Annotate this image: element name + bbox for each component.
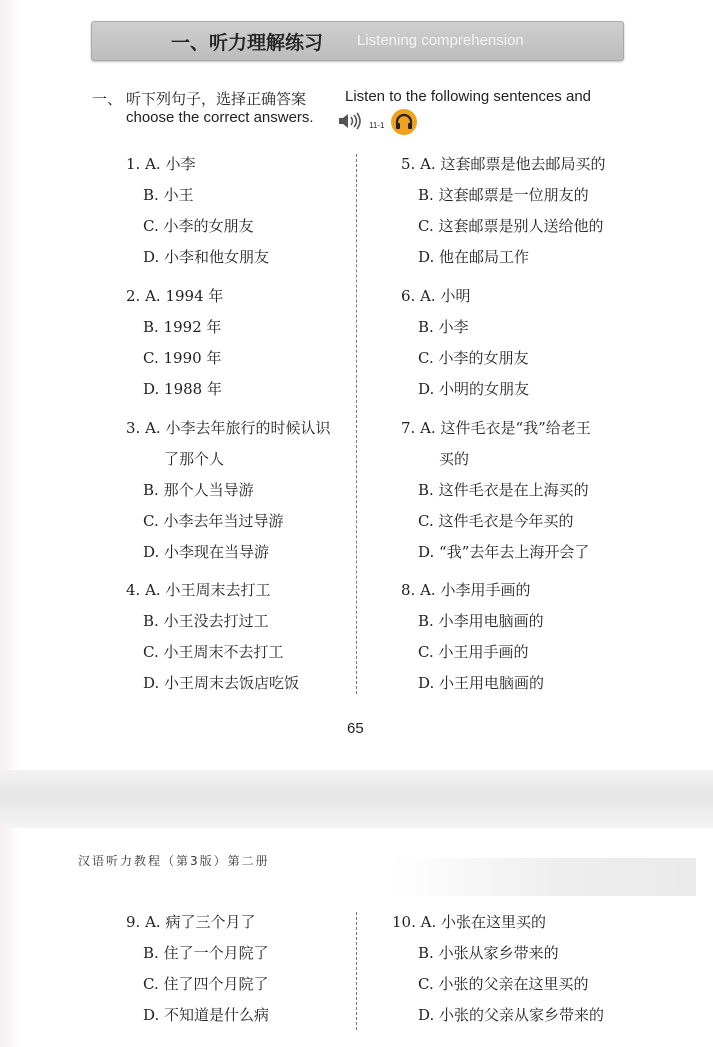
question-number: 2. A. xyxy=(126,287,161,305)
instruction-number: 一、 xyxy=(92,90,123,108)
option-letter: D. xyxy=(143,674,160,692)
option-d xyxy=(143,247,269,267)
option-text: 小王 xyxy=(163,186,194,204)
option-text: 那个人当导游 xyxy=(163,481,254,499)
option-letter: C. xyxy=(418,349,434,367)
option-letter: B. xyxy=(418,318,434,336)
option-letter: B. xyxy=(143,481,159,499)
option-b xyxy=(143,943,269,963)
option-text: 他在邮局工作 xyxy=(439,248,530,266)
option-a-text: 这套邮票是他去邮局买的 xyxy=(440,155,606,173)
option-letter: D. xyxy=(143,380,160,398)
option-text: 这件毛衣是今年买的 xyxy=(438,512,574,530)
option-b xyxy=(418,943,559,963)
question-number: 6. A. xyxy=(401,287,436,305)
option-c xyxy=(143,642,284,662)
option-text: 小张的父亲在这里买的 xyxy=(438,975,589,993)
option-text: 这套邮票是一位朋友的 xyxy=(438,186,589,204)
option-text: 小张的父亲从家乡带来的 xyxy=(439,1006,605,1024)
option-b xyxy=(418,611,544,631)
question-number: 8. A. xyxy=(401,581,436,599)
audio-track-number: 11-1 xyxy=(369,121,385,130)
option-b xyxy=(143,185,194,205)
option-letter: D. xyxy=(418,1006,435,1024)
option-c xyxy=(143,974,269,994)
instruction-english-line1: Listen to the following sentences and xyxy=(345,88,591,105)
option-a-text: 病了三个月了 xyxy=(165,913,256,931)
option-letter: C. xyxy=(143,349,159,367)
option-a-text: 小张在这里买的 xyxy=(441,913,547,931)
page-gap xyxy=(0,770,713,828)
option-text: 这套邮票是别人送给他的 xyxy=(438,217,604,235)
option-text: 小李 xyxy=(438,318,469,336)
option-letter: B. xyxy=(418,481,434,499)
option-letter: D. xyxy=(143,248,160,266)
option-text: 住了四个月院了 xyxy=(163,975,269,993)
question-number: 9. A. xyxy=(126,913,161,931)
option-d xyxy=(418,379,529,399)
option-a-text: 1994 年 xyxy=(165,287,224,305)
option-letter: D. xyxy=(418,543,435,561)
option-a-text: 小李 xyxy=(165,155,196,173)
option-text: “我”去年去上海开会了 xyxy=(439,543,590,561)
option-d xyxy=(143,379,222,399)
option-text: 小王没去打过工 xyxy=(163,612,269,630)
option-text: 小明的女朋友 xyxy=(439,380,530,398)
page-edge-tint xyxy=(0,0,20,770)
option-c xyxy=(143,216,254,236)
option-letter: C. xyxy=(143,643,159,661)
option-text: 小张从家乡带来的 xyxy=(438,944,559,962)
question-number: 4. A. xyxy=(126,581,161,599)
option-text: 这件毛衣是在上海买的 xyxy=(438,481,589,499)
question-number: 3. A. xyxy=(126,419,161,437)
option-c xyxy=(418,974,589,994)
question-1 xyxy=(126,154,195,174)
option-text: 小王用电脑画的 xyxy=(439,674,545,692)
question-6 xyxy=(401,286,470,306)
option-d xyxy=(143,673,299,693)
option-letter: C. xyxy=(143,975,159,993)
question-10 xyxy=(392,912,546,932)
option-b xyxy=(143,611,269,631)
option-c xyxy=(143,511,284,531)
option-d xyxy=(418,247,529,267)
option-text: 小李现在当导游 xyxy=(164,543,270,561)
option-letter: D. xyxy=(143,543,160,561)
option-letter: B. xyxy=(143,186,159,204)
option-a-text: 小王周末去打工 xyxy=(165,581,271,599)
option-letter: B. xyxy=(143,318,159,336)
question-number: 1. A. xyxy=(126,155,161,173)
option-b xyxy=(143,317,222,337)
option-b xyxy=(418,185,589,205)
column-divider xyxy=(356,154,357,694)
instruction-chinese: 听下列句子，选择正确答案 xyxy=(126,90,307,108)
option-letter: D. xyxy=(418,380,435,398)
option-letter: D. xyxy=(418,248,435,266)
question-3 xyxy=(126,418,330,438)
option-text: 不知道是什么病 xyxy=(164,1006,270,1024)
option-letter: B. xyxy=(143,612,159,630)
column-divider xyxy=(356,912,357,1030)
question-2 xyxy=(126,286,223,306)
option-text: 小李的女朋友 xyxy=(163,217,254,235)
question-number: 7. A. xyxy=(401,419,436,437)
question-4 xyxy=(126,580,270,600)
section-title: 一、听力理解练习 xyxy=(171,32,324,54)
option-a-text: 小李用手画的 xyxy=(440,581,531,599)
option-letter: B. xyxy=(143,944,159,962)
option-letter: C. xyxy=(143,217,159,235)
option-d xyxy=(418,1005,604,1025)
option-a-text: 小李去年旅行的时候认识 xyxy=(165,419,331,437)
page-edge-tint xyxy=(0,828,20,1047)
running-header: 汉语听力教程（第3版）第二册 xyxy=(78,854,270,868)
question-8 xyxy=(401,580,530,600)
option-text: 1988 年 xyxy=(164,380,222,398)
option-b xyxy=(418,317,469,337)
option-a-text: 这件毛衣是“我”给老王 xyxy=(440,419,591,437)
option-text: 小李用电脑画的 xyxy=(438,612,544,630)
option-a-continuation: 了那个人 xyxy=(164,450,225,468)
page-number: 65 xyxy=(347,720,364,737)
option-text: 小李去年当过导游 xyxy=(163,512,284,530)
speaker-icon[interactable] xyxy=(338,111,364,131)
option-text: 住了一个月院了 xyxy=(163,944,269,962)
option-b xyxy=(418,480,589,500)
option-letter: B. xyxy=(418,612,434,630)
option-d xyxy=(418,542,589,562)
option-d xyxy=(143,542,269,562)
option-letter: C. xyxy=(418,217,434,235)
question-9 xyxy=(126,912,255,932)
instruction-english-line2: choose the correct answers. xyxy=(126,109,314,126)
option-d xyxy=(143,1005,269,1025)
section-header-bar xyxy=(91,21,624,61)
option-d xyxy=(418,673,544,693)
option-c xyxy=(418,511,574,531)
option-letter: C. xyxy=(143,512,159,530)
option-letter: B. xyxy=(418,944,434,962)
section-subtitle: Listening comprehension xyxy=(357,32,524,49)
page-66 xyxy=(0,828,713,1047)
option-letter: C. xyxy=(418,975,434,993)
option-a-continuation: 买的 xyxy=(439,450,470,468)
question-7 xyxy=(401,418,591,438)
option-a-text: 小明 xyxy=(440,287,471,305)
option-c xyxy=(418,216,604,236)
question-5 xyxy=(401,154,605,174)
option-text: 小李和他女朋友 xyxy=(164,248,270,266)
option-text: 1990 年 xyxy=(163,349,222,367)
option-c xyxy=(418,348,529,368)
option-b xyxy=(143,480,254,500)
headphones-icon[interactable] xyxy=(391,109,417,135)
option-letter: D. xyxy=(143,1006,160,1024)
question-number: 5. A. xyxy=(401,155,436,173)
option-letter: B. xyxy=(418,186,434,204)
option-c xyxy=(143,348,221,368)
question-number: 10. A. xyxy=(392,913,437,931)
option-text: 小王周末不去打工 xyxy=(163,643,284,661)
option-text: 1992 年 xyxy=(163,318,222,336)
option-text: 小李的女朋友 xyxy=(438,349,529,367)
option-letter: C. xyxy=(418,512,434,530)
option-text: 小王用手画的 xyxy=(438,643,529,661)
option-letter: D. xyxy=(418,674,435,692)
option-letter: C. xyxy=(418,643,434,661)
option-text: 小王周末去饭店吃饭 xyxy=(164,674,300,692)
option-c xyxy=(418,642,529,662)
